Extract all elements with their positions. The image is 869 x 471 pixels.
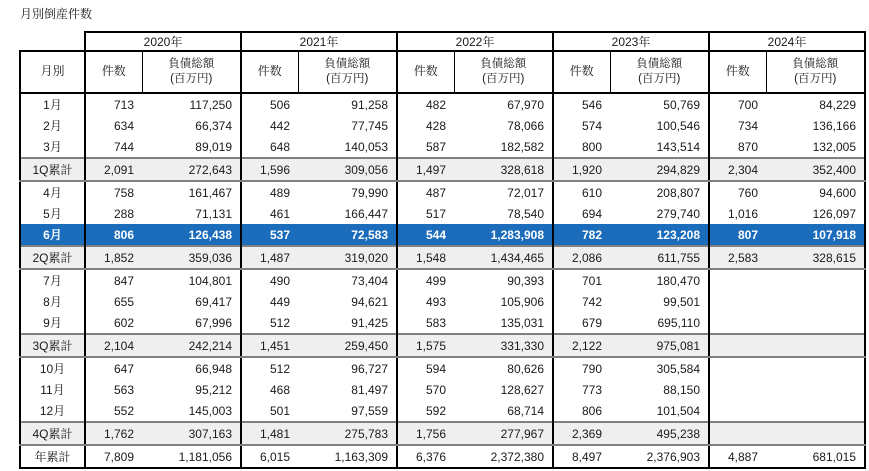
debt-cell <box>766 291 865 312</box>
count-cell: 501 <box>241 400 298 422</box>
debt-cell: 132,005 <box>766 136 865 158</box>
debt-cell: 352,400 <box>766 158 865 181</box>
row-label: 3月 <box>20 136 85 158</box>
table-row-10月 <box>20 357 865 379</box>
count-cell <box>709 312 766 334</box>
table-row-1Q累計 <box>20 158 865 181</box>
debt-cell: 90,393 <box>454 269 553 291</box>
debt-cell: 72,017 <box>454 181 553 203</box>
count-cell: 4,887 <box>709 445 766 468</box>
debt-cell: 1,283,908 <box>454 224 553 246</box>
count-cell: 734 <box>709 115 766 136</box>
corner-cell <box>20 32 85 51</box>
debt-cell: 72,583 <box>298 224 397 246</box>
count-cell: 592 <box>397 400 454 422</box>
debt-cell: 495,238 <box>610 422 709 445</box>
debt-cell: 277,967 <box>454 422 553 445</box>
debt-cell: 143,514 <box>610 136 709 158</box>
count-cell: 537 <box>241 224 298 246</box>
count-cell: 2,091 <box>85 158 142 181</box>
debt-cell: 305,584 <box>610 357 709 379</box>
count-cell: 461 <box>241 203 298 224</box>
year-header-2021: 2021年 <box>241 32 397 51</box>
row-label: 11月 <box>20 379 85 400</box>
count-cell: 806 <box>553 400 610 422</box>
debt-header-line1: 負債総額 <box>480 58 527 71</box>
count-cell: 482 <box>397 93 454 115</box>
debt-cell: 136,166 <box>766 115 865 136</box>
debt-cell: 275,783 <box>298 422 397 445</box>
count-cell: 288 <box>85 203 142 224</box>
page-title: 月別倒産件数 <box>20 7 93 21</box>
count-cell: 1,756 <box>397 422 454 445</box>
debt-cell: 180,470 <box>610 269 709 291</box>
debt-cell: 123,208 <box>610 224 709 246</box>
row-label: 12月 <box>20 400 85 422</box>
count-cell: 847 <box>85 269 142 291</box>
count-cell <box>709 357 766 379</box>
year-header-2020: 2020年 <box>85 32 241 51</box>
debt-cell <box>766 334 865 357</box>
debt-cell: 695,110 <box>610 312 709 334</box>
debt-cell: 101,504 <box>610 400 709 422</box>
count-cell: 744 <box>85 136 142 158</box>
count-cell: 512 <box>241 357 298 379</box>
debt-cell: 91,258 <box>298 93 397 115</box>
debt-cell: 117,250 <box>142 93 241 115</box>
debt-cell: 66,374 <box>142 115 241 136</box>
debt-header-line1: 負債総額 <box>792 58 839 71</box>
debt-cell <box>766 422 865 445</box>
debt-header-line2: (百万円) <box>794 73 837 85</box>
debt-cell: 1,434,465 <box>454 246 553 269</box>
table-row-8月 <box>20 291 865 312</box>
count-cell: 489 <box>241 181 298 203</box>
count-cell: 713 <box>85 93 142 115</box>
debt-cell: 259,450 <box>298 334 397 357</box>
row-label: 7月 <box>20 269 85 291</box>
count-cell: 506 <box>241 93 298 115</box>
count-cell: 1,548 <box>397 246 454 269</box>
count-cell: 602 <box>85 312 142 334</box>
count-cell: 647 <box>85 357 142 379</box>
debt-header-line1: 負債総額 <box>168 58 215 71</box>
count-cell: 490 <box>241 269 298 291</box>
debt-header-line2: (百万円) <box>482 73 525 85</box>
count-cell: 806 <box>85 224 142 246</box>
count-cell: 428 <box>397 115 454 136</box>
debt-cell: 69,417 <box>142 291 241 312</box>
table-row-年累計 <box>20 445 865 468</box>
table-row-7月 <box>20 269 865 291</box>
row-label: 10月 <box>20 357 85 379</box>
count-cell: 1,762 <box>85 422 142 445</box>
table-row-9月 <box>20 312 865 334</box>
table-row-4月 <box>20 181 865 203</box>
table-row-2月 <box>20 115 865 136</box>
count-cell: 800 <box>553 136 610 158</box>
count-cell: 610 <box>553 181 610 203</box>
debt-cell: 2,376,903 <box>610 445 709 468</box>
debt-cell: 78,540 <box>454 203 553 224</box>
debt-cell: 97,559 <box>298 400 397 422</box>
count-cell: 782 <box>553 224 610 246</box>
debt-cell: 272,643 <box>142 158 241 181</box>
count-cell: 442 <box>241 115 298 136</box>
count-cell <box>709 422 766 445</box>
count-cell: 493 <box>397 291 454 312</box>
debt-cell: 328,615 <box>766 246 865 269</box>
debt-cell: 84,229 <box>766 93 865 115</box>
count-cell: 634 <box>85 115 142 136</box>
debt-cell <box>766 269 865 291</box>
year-header-2024: 2024年 <box>709 32 865 51</box>
debt-cell <box>766 379 865 400</box>
debt-cell: 105,906 <box>454 291 553 312</box>
debt-cell: 611,755 <box>610 246 709 269</box>
count-cell: 1,451 <box>241 334 298 357</box>
count-cell: 574 <box>553 115 610 136</box>
debt-cell: 107,918 <box>766 224 865 246</box>
count-cell: 7,809 <box>85 445 142 468</box>
count-cell: 468 <box>241 379 298 400</box>
debt-header-line1: 負債総額 <box>636 58 683 71</box>
table-row-11月 <box>20 379 865 400</box>
debt-cell: 88,150 <box>610 379 709 400</box>
debt-header-line2: (百万円) <box>326 73 369 85</box>
debt-cell: 104,801 <box>142 269 241 291</box>
count-cell <box>709 291 766 312</box>
row-label: 4月 <box>20 181 85 203</box>
count-cell: 2,122 <box>553 334 610 357</box>
debt-cell: 359,036 <box>142 246 241 269</box>
table-row-5月 <box>20 203 865 224</box>
debt-cell: 68,714 <box>454 400 553 422</box>
debt-column-header <box>298 51 397 93</box>
debt-cell: 1,163,309 <box>298 445 397 468</box>
count-cell: 760 <box>709 181 766 203</box>
count-cell: 2,086 <box>553 246 610 269</box>
count-cell: 1,016 <box>709 203 766 224</box>
count-cell: 8,497 <box>553 445 610 468</box>
debt-cell: 94,621 <box>298 291 397 312</box>
table-row-4Q累計 <box>20 422 865 445</box>
debt-cell: 128,627 <box>454 379 553 400</box>
row-label: 9月 <box>20 312 85 334</box>
debt-cell: 166,447 <box>298 203 397 224</box>
debt-header-line2: (百万円) <box>170 73 213 85</box>
row-label: 4Q累計 <box>20 422 85 445</box>
count-cell: 517 <box>397 203 454 224</box>
debt-cell: 89,019 <box>142 136 241 158</box>
debt-cell: 71,131 <box>142 203 241 224</box>
debt-cell: 79,990 <box>298 181 397 203</box>
table-row-2Q累計 <box>20 246 865 269</box>
count-cell: 499 <box>397 269 454 291</box>
debt-cell: 67,996 <box>142 312 241 334</box>
count-cell: 701 <box>553 269 610 291</box>
debt-cell: 50,769 <box>610 93 709 115</box>
debt-cell: 99,501 <box>610 291 709 312</box>
count-cell: 512 <box>241 312 298 334</box>
debt-cell: 135,031 <box>454 312 553 334</box>
count-cell: 655 <box>85 291 142 312</box>
count-cell: 1,497 <box>397 158 454 181</box>
count-cell: 694 <box>553 203 610 224</box>
count-cell: 552 <box>85 400 142 422</box>
count-cell: 758 <box>85 181 142 203</box>
debt-cell <box>766 312 865 334</box>
debt-cell: 307,163 <box>142 422 241 445</box>
debt-column-header <box>610 51 709 93</box>
count-cell: 742 <box>553 291 610 312</box>
debt-cell: 78,066 <box>454 115 553 136</box>
month-column-header: 月別 <box>20 51 85 93</box>
debt-column-header <box>454 51 553 93</box>
debt-cell: 182,582 <box>454 136 553 158</box>
debt-cell: 80,626 <box>454 357 553 379</box>
debt-cell: 81,497 <box>298 379 397 400</box>
count-cell: 773 <box>553 379 610 400</box>
count-cell: 570 <box>397 379 454 400</box>
row-label: 8月 <box>20 291 85 312</box>
debt-cell: 66,948 <box>142 357 241 379</box>
table-row-1月 <box>20 93 865 115</box>
count-cell: 2,583 <box>709 246 766 269</box>
debt-cell: 73,404 <box>298 269 397 291</box>
debt-header-line2: (百万円) <box>638 73 681 85</box>
count-cell: 1,596 <box>241 158 298 181</box>
count-column-header: 件数 <box>553 51 610 93</box>
count-cell: 1,481 <box>241 422 298 445</box>
count-cell: 6,015 <box>241 445 298 468</box>
year-header-2022: 2022年 <box>397 32 553 51</box>
debt-cell: 681,015 <box>766 445 865 468</box>
table-row-3Q累計 <box>20 334 865 357</box>
debt-cell: 145,003 <box>142 400 241 422</box>
debt-cell: 95,212 <box>142 379 241 400</box>
debt-cell: 94,600 <box>766 181 865 203</box>
debt-cell: 208,807 <box>610 181 709 203</box>
table-row-6月 <box>20 224 865 246</box>
bankruptcy-table <box>19 31 866 469</box>
row-label: 6月 <box>20 224 85 246</box>
table-row-3月 <box>20 136 865 158</box>
count-cell: 1,487 <box>241 246 298 269</box>
debt-cell: 279,740 <box>610 203 709 224</box>
count-cell: 583 <box>397 312 454 334</box>
debt-cell <box>766 400 865 422</box>
count-cell: 546 <box>553 93 610 115</box>
count-cell <box>709 400 766 422</box>
count-cell: 2,104 <box>85 334 142 357</box>
count-column-header: 件数 <box>85 51 142 93</box>
count-cell: 487 <box>397 181 454 203</box>
table-body <box>20 93 865 468</box>
count-cell: 2,369 <box>553 422 610 445</box>
debt-column-header <box>766 51 865 93</box>
row-label: 1Q累計 <box>20 158 85 181</box>
table-row-12月 <box>20 400 865 422</box>
count-cell: 544 <box>397 224 454 246</box>
count-cell <box>709 334 766 357</box>
count-cell: 807 <box>709 224 766 246</box>
count-column-header: 件数 <box>709 51 766 93</box>
debt-cell: 67,970 <box>454 93 553 115</box>
debt-cell: 161,467 <box>142 181 241 203</box>
row-label: 2Q累計 <box>20 246 85 269</box>
row-label: 5月 <box>20 203 85 224</box>
debt-cell: 309,056 <box>298 158 397 181</box>
debt-column-header <box>142 51 241 93</box>
debt-cell: 2,372,380 <box>454 445 553 468</box>
count-cell <box>709 379 766 400</box>
row-label: 3Q累計 <box>20 334 85 357</box>
debt-cell <box>766 357 865 379</box>
debt-cell: 91,425 <box>298 312 397 334</box>
count-cell: 587 <box>397 136 454 158</box>
count-cell: 870 <box>709 136 766 158</box>
debt-cell: 96,727 <box>298 357 397 379</box>
debt-cell: 1,181,056 <box>142 445 241 468</box>
count-cell: 679 <box>553 312 610 334</box>
count-cell: 594 <box>397 357 454 379</box>
count-column-header: 件数 <box>397 51 454 93</box>
count-cell: 648 <box>241 136 298 158</box>
count-cell: 1,852 <box>85 246 142 269</box>
row-label: 年累計 <box>20 445 85 468</box>
debt-cell: 331,330 <box>454 334 553 357</box>
row-label: 1月 <box>20 93 85 115</box>
count-cell: 1,920 <box>553 158 610 181</box>
count-cell: 1,575 <box>397 334 454 357</box>
count-cell: 563 <box>85 379 142 400</box>
row-label: 2月 <box>20 115 85 136</box>
count-column-header: 件数 <box>241 51 298 93</box>
column-header-row <box>20 51 865 93</box>
count-cell: 700 <box>709 93 766 115</box>
debt-cell: 328,618 <box>454 158 553 181</box>
count-cell: 2,304 <box>709 158 766 181</box>
count-cell <box>709 269 766 291</box>
debt-cell: 126,097 <box>766 203 865 224</box>
debt-cell: 100,546 <box>610 115 709 136</box>
year-header-row <box>20 32 865 51</box>
debt-cell: 126,438 <box>142 224 241 246</box>
count-cell: 6,376 <box>397 445 454 468</box>
debt-cell: 975,081 <box>610 334 709 357</box>
count-cell: 449 <box>241 291 298 312</box>
debt-cell: 140,053 <box>298 136 397 158</box>
debt-header-line1: 負債総額 <box>324 58 371 71</box>
debt-cell: 319,020 <box>298 246 397 269</box>
debt-cell: 294,829 <box>610 158 709 181</box>
year-header-2023: 2023年 <box>553 32 709 51</box>
debt-cell: 242,214 <box>142 334 241 357</box>
debt-cell: 77,745 <box>298 115 397 136</box>
count-cell: 790 <box>553 357 610 379</box>
